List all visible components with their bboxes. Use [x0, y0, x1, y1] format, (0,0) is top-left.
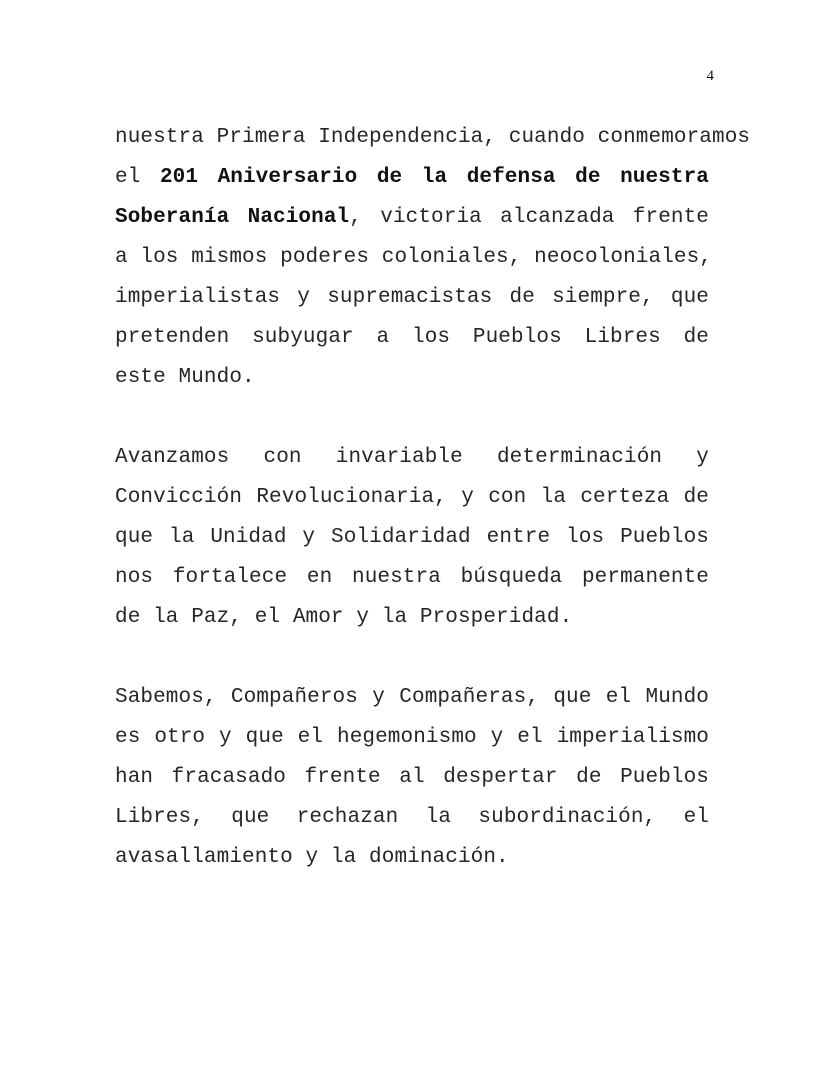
text-line: han fracasado frente al despertar de Pueblos: [115, 766, 709, 789]
text-line: nuestra Primera Independencia, cuando conmemoramos: [115, 126, 751, 149]
text-line: que la Unidad y Solidaridad entre los Pueblos: [115, 526, 709, 549]
text-line: Convicción Revolucionaria, y con la certeza de: [115, 486, 709, 509]
text-line: Sabemos, Compañeros y Compañeras, que el Mundo: [115, 686, 709, 709]
page-number: 4: [706, 68, 714, 84]
paragraph-gap: [115, 638, 709, 678]
text-line: Soberanía Nacional, victoria alcanzada frente: [115, 206, 709, 229]
bold-text: Soberanía Nacional: [115, 206, 350, 229]
text-line: avasallamiento y la dominación.: [115, 846, 509, 869]
text-line: Avanzamos con invariable determinación y: [115, 446, 709, 469]
text-line: de la Paz, el Amor y la Prosperidad.: [115, 606, 573, 629]
document-body: [115, 118, 751, 878]
text-line: el 201 Aniversario de la defensa de nuestra: [115, 166, 709, 189]
text-line: este Mundo.: [115, 366, 255, 389]
text-line: pretenden subyugar a los Pueblos Libres de: [115, 326, 709, 349]
paragraph-gap: [115, 398, 709, 438]
paragraph: [115, 438, 709, 638]
text-line: Libres, que rechazan la subordinación, el: [115, 806, 709, 829]
text-line: a los mismos poderes coloniales, neocoloniales,: [115, 246, 712, 269]
paragraph: [115, 118, 751, 398]
text-line: es otro y que el hegemonismo y el imperialismo: [115, 726, 709, 749]
bold-text: 201 Aniversario de la defensa de nuestra: [159, 166, 709, 189]
paragraph: [115, 678, 709, 878]
text-line: imperialistas y supremacistas de siempre, que: [115, 286, 709, 309]
text-line: nos fortalece en nuestra búsqueda permanente: [115, 566, 709, 589]
